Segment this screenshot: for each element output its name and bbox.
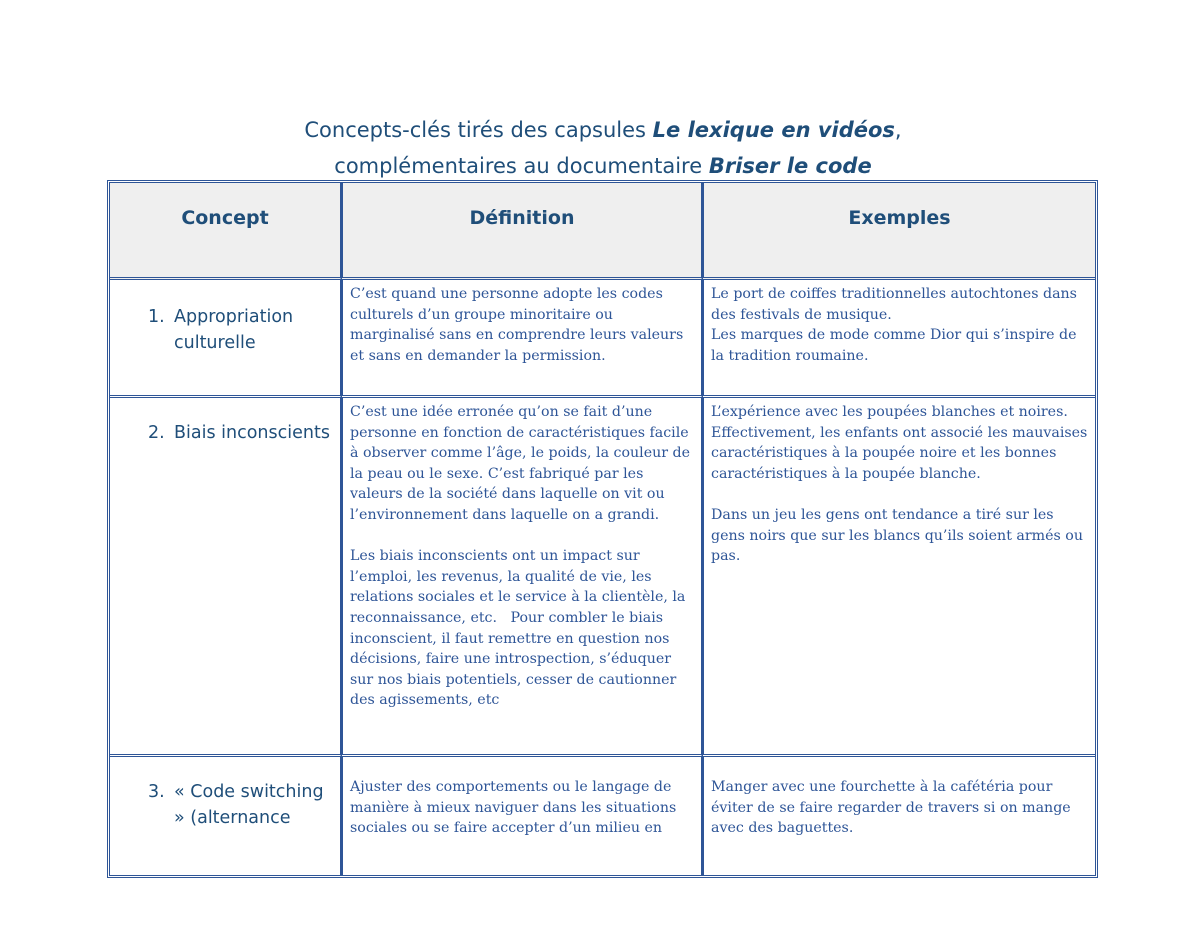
definition-cell: Ajuster des comportements ou le langage de manière à mieux naviguer dans les situations sociales ou se faire accepter d’un milieu en: [341, 757, 702, 875]
header-examples: Exemples: [702, 183, 1095, 280]
examples-cell: L’expérience avec les poupées blanches et noires. Effectivement, les enfants ont associé les mauvaises caractéristiques à la poupée noire et les bonnes caractéristiques à la poupée blanche. Dans un jeu les gens ont tendance a tiré sur les gens noirs que sur les blancs qu’ils soient armés ou pas.: [702, 398, 1095, 757]
title-line-1: Concepts-clés tirés des capsules Le lexique en vidéos,: [304, 118, 902, 142]
header-concept: Concept: [110, 183, 341, 280]
header-definition: Définition: [341, 183, 702, 280]
document-title: [0, 112, 1200, 184]
table-row: [110, 757, 1095, 875]
definition-cell: C’est une idée erronée qu’on se fait d’une personne en fonction de caractéristiques facile à observer comme l’âge, le poids, la couleur de la peau ou le sexe. C’est fabriqué par les valeurs de la société dans laquelle on vit ou l’environnement dans laquelle on a grandi. Les biais inconscients ont un impact sur l’emploi, les revenus, la qualité de vie, les relations sociales et le service à la clientèle, la reconnaissance, etc. Pour combler le biais inconscient, il faut remettre en question nos décisions, faire une introspection, s’éduquer sur nos biais potentiels, cesser de cautionner des agissements, etc: [341, 398, 702, 757]
table-row: [110, 280, 1095, 398]
table-header-row: [110, 183, 1095, 280]
concepts-table: [107, 180, 1098, 878]
definition-cell: C’est quand une personne adopte les codes culturels d’un groupe minoritaire ou marginalisé sans en comprendre leurs valeurs et sans en demander la permission.: [341, 280, 702, 398]
concept-cell: 1. Appropriation culturelle: [110, 280, 341, 398]
examples-cell: Le port de coiffes traditionnelles autochtones dans des festivals de musique. Les marques de mode comme Dior qui s’inspire de la tradition roumaine.: [702, 280, 1095, 398]
examples-cell: Manger avec une fourchette à la cafétéria pour éviter de se faire regarder de travers si on mange avec des baguettes.: [702, 757, 1095, 875]
table-row: [110, 398, 1095, 757]
concept-cell: 3. « Code switching » (alternance: [110, 757, 341, 875]
concept-cell: 2. Biais inconscients: [110, 398, 341, 757]
title-line-2: complémentaires au documentaire Briser le code: [334, 154, 872, 178]
